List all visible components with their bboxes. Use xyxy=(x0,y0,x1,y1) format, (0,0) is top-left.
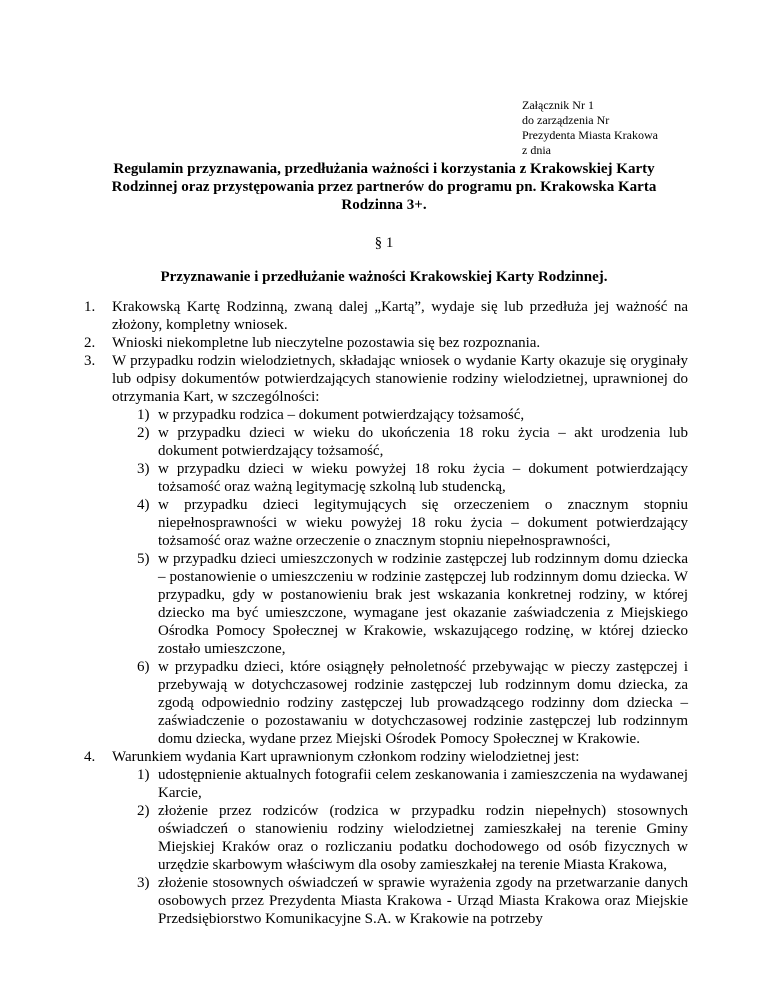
sub-item xyxy=(80,406,688,424)
sub-item-text: w przypadku dzieci w wieku do ukończenia 18 roku życia – akt urodzenia lub dokument potwierdzający tożsamość, xyxy=(158,425,688,459)
item-text: W przypadku rodzin wielodzietnych, składając wniosek o wydanie Karty okazuje się oryginały lub odpisy dokumentów potwierdzających stanowienie rodziny wielodzietnej, uprawnionej do otrzymania Kart, w szczególności: xyxy=(112,353,688,405)
sub-item xyxy=(80,874,688,928)
paragraph-sign: § 1 xyxy=(374,235,394,251)
item-text: Warunkiem wydania Kart uprawnionym członkom rodziny wielodzietnej jest: xyxy=(112,749,580,765)
sub-item-number: 3) xyxy=(137,875,150,891)
sub-item-text: w przypadku dzieci, które osiągnęły pełnoletność przebywając w pieczy zastępczej i przebywają w dotychczasowej rodzinie zastępczej lub rodzinnym domu dziecka, za zgodą odpowiednio rodziny zastępczej lub prowadzącego rodzinny dom dziecka – zaświadczenie o pozostawaniu w dotychczasowej rodzinie zastępczej lub rodzinnym domu dziecka, wydane przez Miejski Ośrodek Pomocy Społecznej w Krakowie. xyxy=(158,659,688,747)
sub-item-text: udostępnienie aktualnych fotografii celem zeskanowania i zamieszczenia na wydawanej Karcie, xyxy=(158,767,688,801)
list-item xyxy=(80,748,688,766)
item-number: 4. xyxy=(84,749,96,765)
sub-item-number: 6) xyxy=(137,659,150,675)
annex-line-4: z dnia xyxy=(522,143,551,157)
sub-item-text: złożenie stosownych oświadczeń w sprawie wyrażenia zgody na przetwarzanie danych osobowych przez Prezydenta Miasta Krakowa - Urząd Miasta Krakowa oraz Miejskie Przedsiębiorstwo Komunikacyjne S.A. w Krakowie na potrzeby xyxy=(158,875,688,927)
sub-item-number: 4) xyxy=(137,497,150,513)
annex-line-2: do zarządzenia Nr xyxy=(522,113,610,127)
section-title: Przyznawanie i przedłużanie ważności Krakowskiej Karty Rodzinnej. xyxy=(160,269,608,285)
sub-item xyxy=(80,424,688,460)
document-title: Regulamin przyznawania, przedłużania ważności i korzystania z Krakowskiej Karty Rodzinnej oraz przystępowania przez partnerów do programu pn. Krakowska Karta Rodzinna 3+. xyxy=(111,161,657,213)
sub-item-text: w przypadku rodzica – dokument potwierdzający tożsamość, xyxy=(158,407,525,423)
sub-item-text: złożenie przez rodziców (rodzica w przypadku rodzin niepełnych) stosownych oświadczeń o stanowieniu rodziny wielodzietnej zamieszkałej na terenie Gminy Miejskiej Kraków oraz o rozliczaniu podatku dochodowego od osób fizycznych w urzędzie skarbowym właściwym dla osoby zamieszkałej na terenie Miasta Krakowa, xyxy=(158,803,688,873)
sub-item-number: 1) xyxy=(137,407,150,423)
sub-item xyxy=(80,460,688,496)
sub-item xyxy=(80,550,688,658)
item-text: Krakowską Kartę Rodzinną, zwaną dalej „Kartą”, wydaje się lub przedłuża jej ważność na złożony, kompletny wniosek. xyxy=(112,299,688,333)
sub-item-number: 2) xyxy=(137,803,150,819)
item-text: Wnioski niekompletne lub nieczytelne pozostawia się bez rozpoznania. xyxy=(112,335,541,351)
sub-item xyxy=(80,802,688,874)
sub-item xyxy=(80,658,688,748)
item-number: 1. xyxy=(84,299,96,315)
sub-item-text: w przypadku dzieci w wieku powyżej 18 roku życia – dokument potwierdzający tożsamość oraz ważną legitymację szkolną lub studencką, xyxy=(158,461,688,495)
item-number: 2. xyxy=(84,335,96,351)
annex-header xyxy=(522,98,658,158)
list-item xyxy=(80,334,688,352)
rules-list xyxy=(80,298,688,928)
sub-item-number: 2) xyxy=(137,425,150,441)
list-item xyxy=(80,352,688,406)
annex-line-3: Prezydenta Miasta Krakowa xyxy=(522,128,658,142)
sub-item xyxy=(80,766,688,802)
sub-item-number: 5) xyxy=(137,551,150,567)
annex-line-1: Załącznik Nr 1 xyxy=(522,98,594,112)
sub-item xyxy=(80,496,688,550)
sub-item-text: w przypadku dzieci legitymujących się orzeczeniem o znacznym stopniu niepełnosprawności w wieku powyżej 18 roku życia – dokument potwierdzający tożsamość oraz ważne orzeczenie o znacznym stopniu niepełnosprawności, xyxy=(158,497,688,549)
sub-item-number: 3) xyxy=(137,461,150,477)
list-item xyxy=(80,298,688,334)
sub-item-text: w przypadku dzieci umieszczonych w rodzinie zastępczej lub rodzinnym domu dziecka – postanowienie o umieszczeniu w rodzinie zastępczej lub rodzinnym domu dziecka. W przypadku, gdy w postanowieniu brak jest wskazania konkretnej rodziny, w której dziecko ma być umieszczone, wymagane jest okazanie zaświadczenia z Miejskiego Ośrodka Pomocy Społecznej w Krakowie, wskazującego rodzinę, w której dziecko zostało umieszczone, xyxy=(158,551,688,657)
sub-item-number: 1) xyxy=(137,767,150,783)
item-number: 3. xyxy=(84,353,96,369)
